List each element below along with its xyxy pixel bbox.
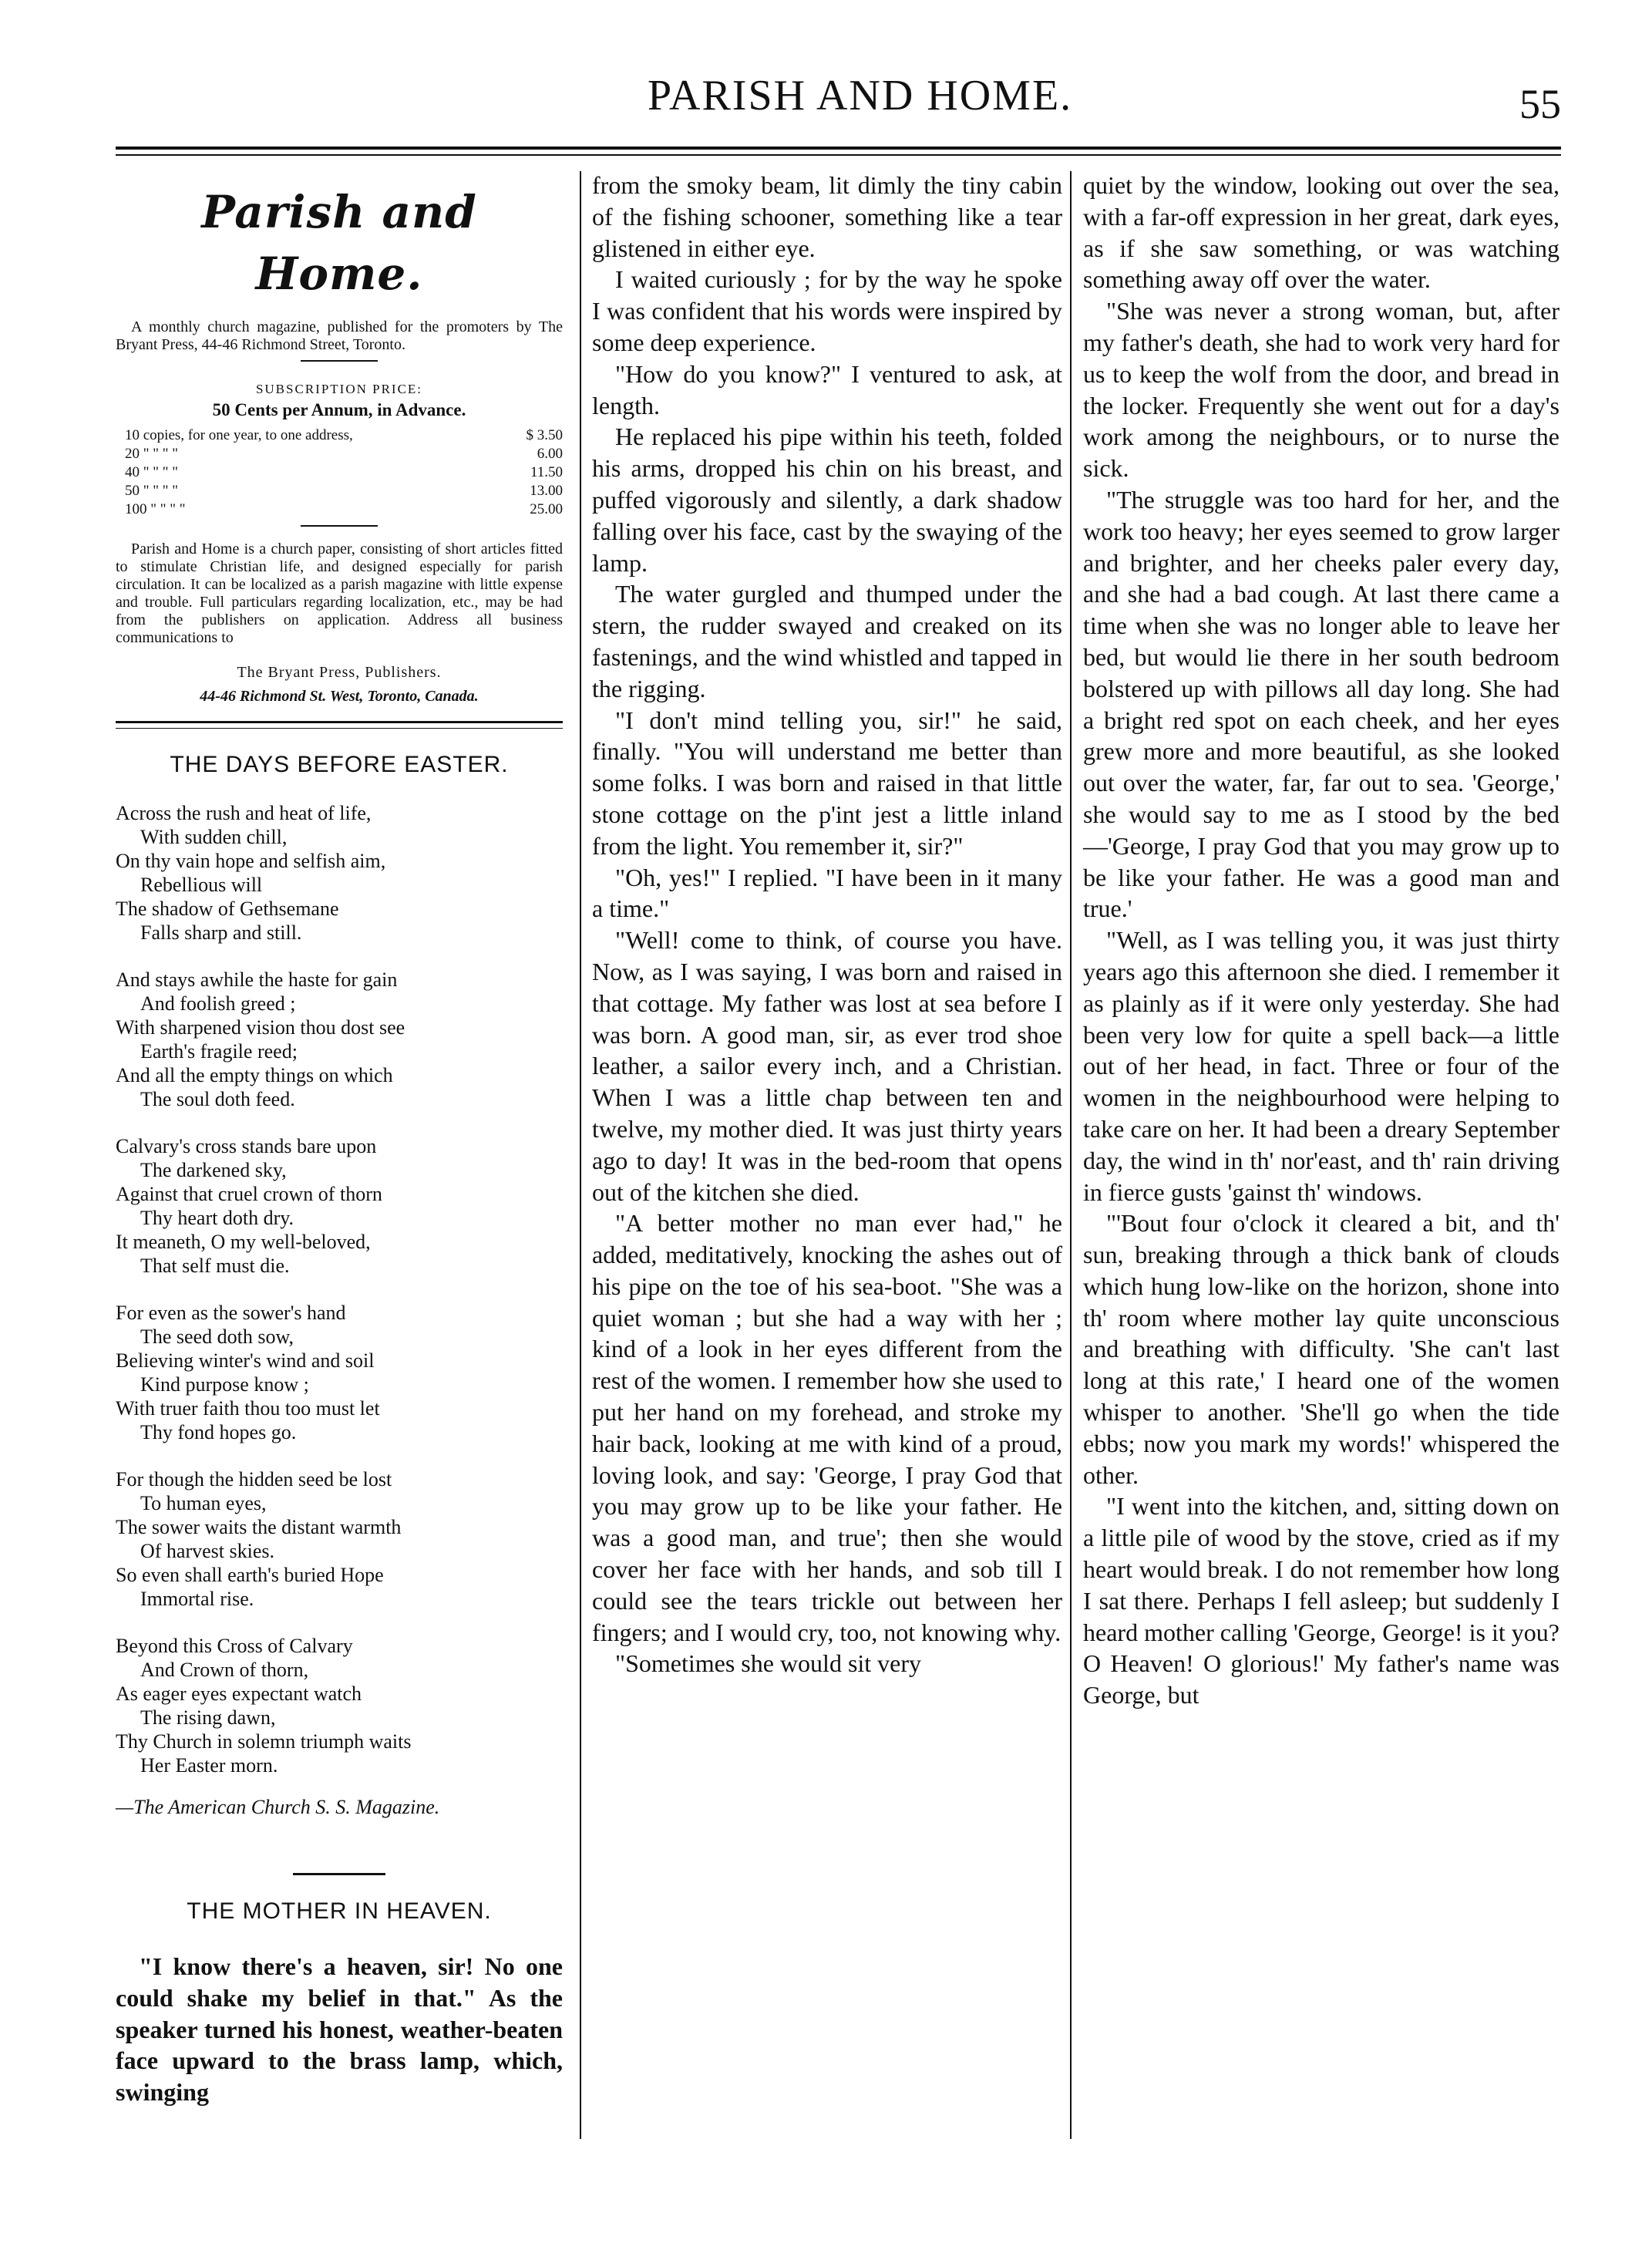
poem-line: For though the hidden seed be lost xyxy=(116,1468,392,1490)
paragraph: quiet by the window, looking out over the sea, with a far-off expression in her great, dark eyes, as if she saw something, or was watching something away off over the water. xyxy=(1083,171,1559,294)
price-row: 10 copies, for one year, to one address, $ 3.50 xyxy=(125,427,563,443)
poem-title: THE DAYS BEFORE EASTER. xyxy=(170,752,509,777)
header-rule-thick xyxy=(116,147,1561,150)
poem-line: That self must die. xyxy=(140,1255,290,1277)
poem-line: Her Easter morn. xyxy=(140,1754,278,1777)
masthead-divider xyxy=(301,360,378,362)
paragraph: "I know there's a heaven, sir! No one could shake my belief in that." As the speaker turned his honest, weather-beaten face upward to the brass lamp, which, swinging xyxy=(116,1952,563,2107)
poem-stanza xyxy=(116,968,563,1111)
poem-line: As eager eyes expectant watch xyxy=(116,1682,362,1705)
story-text-col3 xyxy=(1083,170,1559,1711)
poem-line: Thy Church in solemn triumph waits xyxy=(116,1730,412,1753)
poem-line: And foolish greed ; xyxy=(140,992,296,1015)
price-row: 20 " " " " 6.00 xyxy=(125,446,563,462)
running-header-title: PARISH AND HOME. xyxy=(648,72,1073,120)
middle-column xyxy=(592,170,1062,1679)
paragraph: The water gurgled and thumped under the stern, the rudder swayed and creaked on its fastenings, and the wind whistled and tapped in the rigging. xyxy=(592,580,1062,702)
paragraph: "A better mother no man ever had," he added, meditatively, knocking the ashes out of his pipe on the toe of his sea-boot. "She was a quiet woman ; but she had a way with her ; kind of a look in her eyes different from the rest of the women. I remember how she used to put her hand on my forehead, and stroke my hair back, looking at me with kind of a proud, loving look, and say: 'George, I pray God that you may grow up to be like your father. He was a good man, and true'; then she would cover her face with her hands, and sob till I could see the tears trickle out between her fingers; and I would cry, too, not knowing why. xyxy=(592,1209,1062,1646)
poem-line: For even as the sower's hand xyxy=(116,1302,346,1324)
poem-line: The darkened sky, xyxy=(140,1159,287,1181)
paragraph: "How do you know?" I ventured to ask, at length. xyxy=(592,359,1062,419)
column-divider-right xyxy=(1070,171,1072,2139)
poem xyxy=(116,801,563,1819)
poem-line: Across the rush and heat of life, xyxy=(116,802,372,824)
paragraph: "Oh, yes!" I replied. "I have been in it many a time." xyxy=(592,863,1062,923)
section-divider xyxy=(293,1873,385,1875)
poem-line: Calvary's cross stands bare upon xyxy=(116,1135,377,1157)
poem-line: The sower waits the distant warmth xyxy=(116,1516,402,1538)
poem-line: Falls sharp and still. xyxy=(140,921,302,944)
price-list xyxy=(116,426,563,519)
publisher-name: The Bryant Press, Publishers. xyxy=(237,664,442,681)
section-rule xyxy=(116,721,563,723)
masthead-title: Parish and Home. xyxy=(201,186,477,300)
poem-stanza xyxy=(116,1467,563,1611)
poem-line: Rebellious will xyxy=(140,874,263,896)
poem-stanza xyxy=(116,801,563,945)
poem-line: The soul doth feed. xyxy=(140,1088,295,1110)
price-row: 40 " " " " 11.50 xyxy=(125,464,563,480)
publisher-address: 44-46 Richmond St. West, Toronto, Canada. xyxy=(200,688,479,705)
poem-line: The shadow of Gethsemane xyxy=(116,898,339,920)
poem-line: And stays awhile the haste for gain xyxy=(116,968,398,991)
poem-line: And all the empty things on which xyxy=(116,1064,393,1086)
paragraph: "She was never a strong woman, but, after my father's death, she had to work very hard for us to keep the wolf from the door, and bread in the locker. Frequently she went out for a day's work among the neighbours, or to nurse the sick. xyxy=(1083,297,1559,483)
paragraph: "Well, as I was telling you, it was just thirty years ago this afternoon she died. I remember it as plainly as if it were only yesterday. She had been very low for quite a spell back—a little out of her head, in fact. Three or four of the women in the neighbourhood were helping to take care on her. It had been a dreary September day, the wind in th' nor'east, and th' rain driving in fierce gusts 'gainst th' windows. xyxy=(1083,926,1559,1206)
price-row: 100 " " " " 25.00 xyxy=(125,501,563,517)
left-column xyxy=(116,181,563,2108)
paragraph: I waited curiously ; for by the way he spoke I was confident that his words were inspired by some deep experience. xyxy=(592,265,1062,356)
paragraph: "I went into the kitchen, and, sitting down on a little pile of wood by the stove, cried as if my heart would break. I do not remember how long I sat there. Perhaps I fell asleep; but suddenly I heard mother calling 'George, George! is it you? O Heaven! O glorious!' My father's name was George, but xyxy=(1083,1492,1559,1709)
masthead-description: Parish and Home is a church paper, consisting of short articles fitted to stimulate Christian life, and designed especially for parish circulation. It can be localized as a parish magazine with little expense and trouble. Full particulars regarding localization, etc., may be had from the publishers on application. Address all business communications to xyxy=(116,541,563,646)
poem-stanza xyxy=(116,1301,563,1444)
poem-line: Against that cruel crown of thorn xyxy=(116,1183,382,1205)
poem-line: Thy fond hopes go. xyxy=(140,1421,297,1443)
poem-line: Believing winter's wind and soil xyxy=(116,1349,375,1372)
subscription-price: 50 Cents per Annum, in Advance. xyxy=(212,400,466,419)
column-divider-left xyxy=(580,171,581,2139)
price-row: 50 " " " " 13.00 xyxy=(125,483,563,499)
price-divider xyxy=(301,525,378,527)
paragraph: "'Bout four o'clock it cleared a bit, and th' sun, breaking through a thick bank of clouds which hung low-like on the horizon, shone into th' room where mother lay quite unconscious and breathing with difficulty. 'She can't last long at this rate,' I heard one of the women whisper to another. 'She'll go when the tide ebbs; now you mark my words!' whispered the other. xyxy=(1083,1209,1559,1489)
paragraph: "The struggle was too hard for her, and the work too heavy; her eyes seemed to grow larger and brighter, and her cheeks paler every day, and she had a bad cough. At last there came a time when she was no longer able to leave her bed, but would lie there in her south bedroom bolstered up with pillows all day long. She had a bright red spot on each cheek, and her eyes grew more and more beautiful, as she looked out over the water, far, far out to sea. 'George,' she would say to me as I stood by the bed—'George, I pray God that you may grow up to be like your father. He was a good man and true.' xyxy=(1083,485,1559,923)
poem-line: Of harvest skies. xyxy=(140,1540,275,1562)
paragraph: He replaced his pipe within his teeth, folded his arms, dropped his chin on his breast, and puffed vigorously and silently, a dark shadow falling over his face, cast by the swaying of the lamp. xyxy=(592,423,1062,577)
section-rule-thin xyxy=(116,728,563,729)
poem-attribution: —The American Church S. S. Magazine. xyxy=(116,1796,440,1818)
poem-line: The rising dawn, xyxy=(140,1706,276,1729)
paragraph: "Sometimes she would sit very xyxy=(615,1649,922,1678)
poem-line: So even shall earth's buried Hope xyxy=(116,1564,384,1586)
poem-line: Immortal rise. xyxy=(140,1588,254,1610)
poem-line: With sharpened vision thou dost see xyxy=(116,1016,405,1039)
paragraph: "Well! come to think, of course you have. Now, as I was saying, I was born and raised in that cottage. My father was lost at sea before I was born. A good man, sir, as ever trod shoe leather, a sailor every inch, and a Christian. When I was a little chap between ten and twelve, my mother died. It was just thirty years ago to day! It was in the bed-room that opens out of the kitchen she died. xyxy=(592,926,1062,1206)
poem-line: The seed doth sow, xyxy=(140,1325,294,1348)
poem-stanza xyxy=(116,1634,563,1777)
story-text-col2 xyxy=(592,170,1062,1679)
poem-line: To human eyes, xyxy=(140,1492,267,1514)
story-title: THE MOTHER IN HEAVEN. xyxy=(187,1898,492,1924)
page-number: 55 xyxy=(1519,81,1561,127)
paragraph: "I don't mind telling you, sir!" he said, finally. "You will understand me better than some folks. I was born and raised in that little stone cottage on the p'int jest a little inland from the light. You remember it, sir?" xyxy=(592,706,1062,860)
poem-line: With truer faith thou too must let xyxy=(116,1397,380,1420)
header-rule-thin xyxy=(116,154,1561,156)
right-column xyxy=(1083,170,1559,1711)
poem-line: Beyond this Cross of Calvary xyxy=(116,1635,353,1657)
poem-line: With sudden chill, xyxy=(140,826,288,848)
poem-line: Thy heart doth dry. xyxy=(140,1207,294,1229)
poem-line: It meaneth, O my well-beloved, xyxy=(116,1231,371,1253)
subscription-heading: SUBSCRIPTION PRICE: xyxy=(255,382,423,396)
paragraph: from the smoky beam, lit dimly the tiny cabin of the fishing schooner, something like a tear glistened in either eye. xyxy=(592,171,1062,262)
poem-stanza xyxy=(116,1134,563,1278)
poem-line: Earth's fragile reed; xyxy=(140,1040,298,1063)
story-text-col1 xyxy=(116,1951,563,2108)
poem-line: On thy vain hope and selfish aim, xyxy=(116,850,386,872)
masthead-intro: A monthly church magazine, published for the promoters by The Bryant Press, 44-46 Richmond Street, Toronto. xyxy=(116,318,563,353)
poem-line: Kind purpose know ; xyxy=(140,1373,309,1396)
poem-line: And Crown of thorn, xyxy=(140,1659,309,1681)
